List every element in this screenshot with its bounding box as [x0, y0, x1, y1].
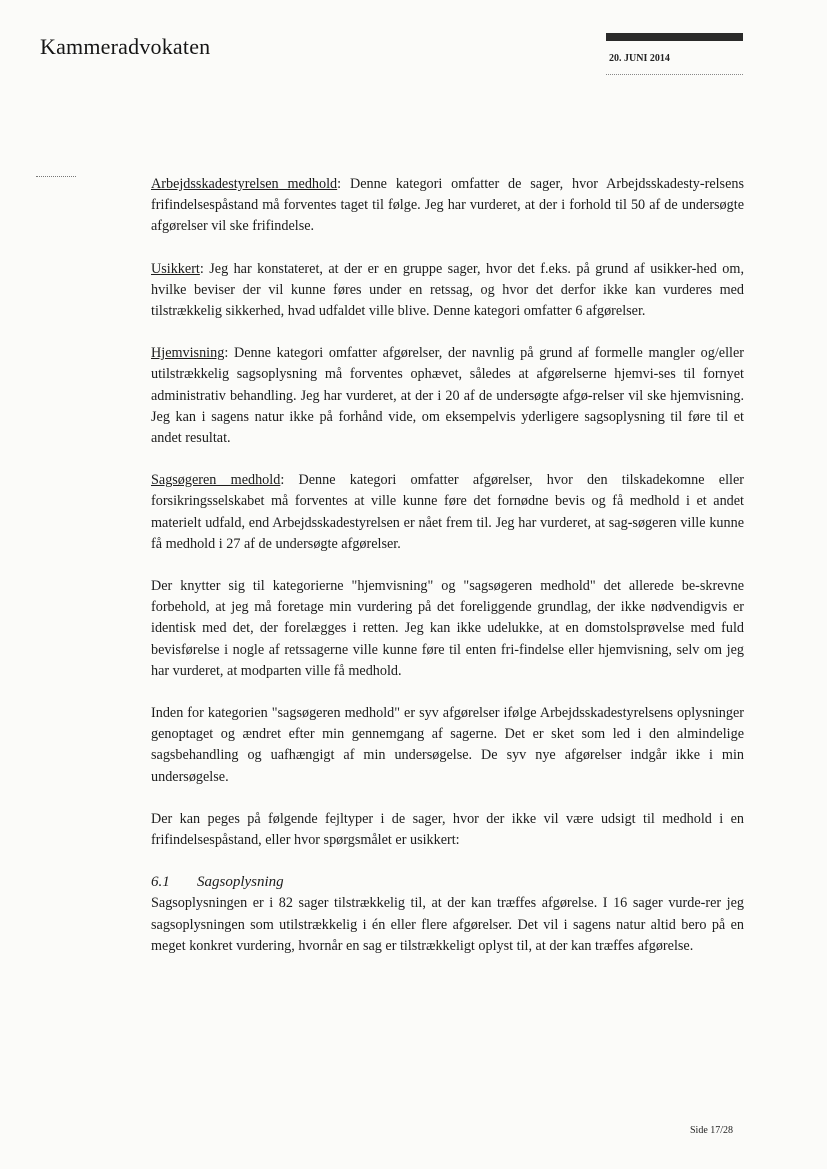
section-heading [151, 872, 744, 893]
paragraph-genoptaget: Inden for kategorien "sagsøgeren medhold" er syv afgørelser ifølge Arbejdsskadestyrelsens oplysninger genoptaget og ændret efter min gennemgang af sagerne. Det er sket som led i den almindelige sagsbehandling og uafhængigt af min undersøgelse. De syv nye afgørelser indgår ikke i min undersøgelse. [151, 705, 744, 785]
margin-mark [36, 176, 76, 177]
section-text: Sagsoplysningen er i 82 sager tilstrækkelig til, at der kan træffes afgørelse. I 16 sager vurde-rer jeg sagsoplysningen som utilstrækkelig i én eller flere afgørelser. Det vil i sagens natur altid bero på en meget konkret vurdering, hvornår en sag er tilstrækkeligt oplyst til, at der kan træffes afgørelse. [151, 895, 744, 954]
date-bar [606, 33, 743, 41]
paragraph-hjemvisning [151, 343, 744, 449]
date-rule [606, 74, 743, 75]
paragraph-usikkert [151, 259, 744, 323]
brand-logo: Kammeradvokaten [40, 34, 211, 59]
paragraph-fejltyper: Der kan peges på følgende fejltyper i de sager, hvor der ikke vil være udsigt til medhold i en frifindelsespåstand, eller hvor spørgsmålet er usikkert: [151, 810, 744, 849]
category-term: Arbejdsskadestyrelsen medhold [151, 176, 338, 192]
paragraph-arbejdsskadestyrelsen-medhold [151, 174, 744, 238]
section-number: 6.1 [151, 874, 170, 891]
category-term: Hjemvisning [151, 345, 225, 362]
paragraph-sagsoegeren-medhold [151, 470, 744, 555]
paragraph-text: : Denne kategori omfatter de sager, hvor Arbejdsskadesty-relsens frifindelsespåstand må forventes taget til følge. Jeg har vurderet, at der i forhold til 50 af de undersøgte afgørelser vil ske frifindelse. [151, 176, 744, 235]
paragraph-text: : Denne kategori omfatter afgørelser, hvor den tilskadekomne eller forsikringsselskabet må forventes at ville kunne føre det fornødne bevis og få medhold i et andet materielt udfald, end Arbejdsskadestyrelsen er nået frem til. Jeg har vurderet, at sag-søgeren ville kunne få medhold i 27 af de undersøgte afgørelser. [151, 472, 744, 552]
page-number: Side 17/28 [690, 1125, 734, 1136]
section-title: Sagsoplysning [197, 874, 284, 891]
category-term: Sagsøgeren medhold [151, 472, 281, 489]
paragraph-forbehold: Der knytter sig til kategorierne "hjemvisning" og "sagsøgeren medhold" det allerede be-skrevne forbehold, at jeg må foretage min vurdering på det foreliggende grundlag, der ikke nødvendigvis er identisk med det, der forelægges i retten. Jeg kan ikke udelukke, at en domstolsprøvelse med fuld bevisførelse i nogle af retssagerne ville kunne føre til enten fri-findelse eller hjemvisning, selv om jeg har vurderet, at modparten ville få medhold. [151, 578, 744, 679]
paragraph-text: : Jeg har konstateret, at der er en gruppe sager, hvor det f.eks. på grund af usikker-hed om, hvilke beviser der vil kunne føres under en retssag, og hvor det derfor ikke kan vurderes med tilstrækkelig sikkerhed, hvad udfaldet ville blive. Denne kategori omfatter 6 afgørelser. [151, 260, 744, 320]
document-date: 20. JUNI 2014 [609, 53, 670, 64]
paragraph-text: : Denne kategori omfatter afgørelser, der navnlig på grund af formelle mangler og/eller utilstrækkelig sagsoplysning må forventes ophævet, således at afgørelserne hjemvi-ses til fornyet administrativ behandling. Jeg har vurderet, at der i 20 af de undersøgte afgø-relser vil ske hjemvisning. Jeg kan i sagens natur ikke på forhånd vide, om eksempelvis yderligere sagsoplysning til føre til et andet resultat. [151, 345, 744, 447]
document-body [151, 174, 744, 978]
category-term: Usikkert [151, 260, 200, 277]
